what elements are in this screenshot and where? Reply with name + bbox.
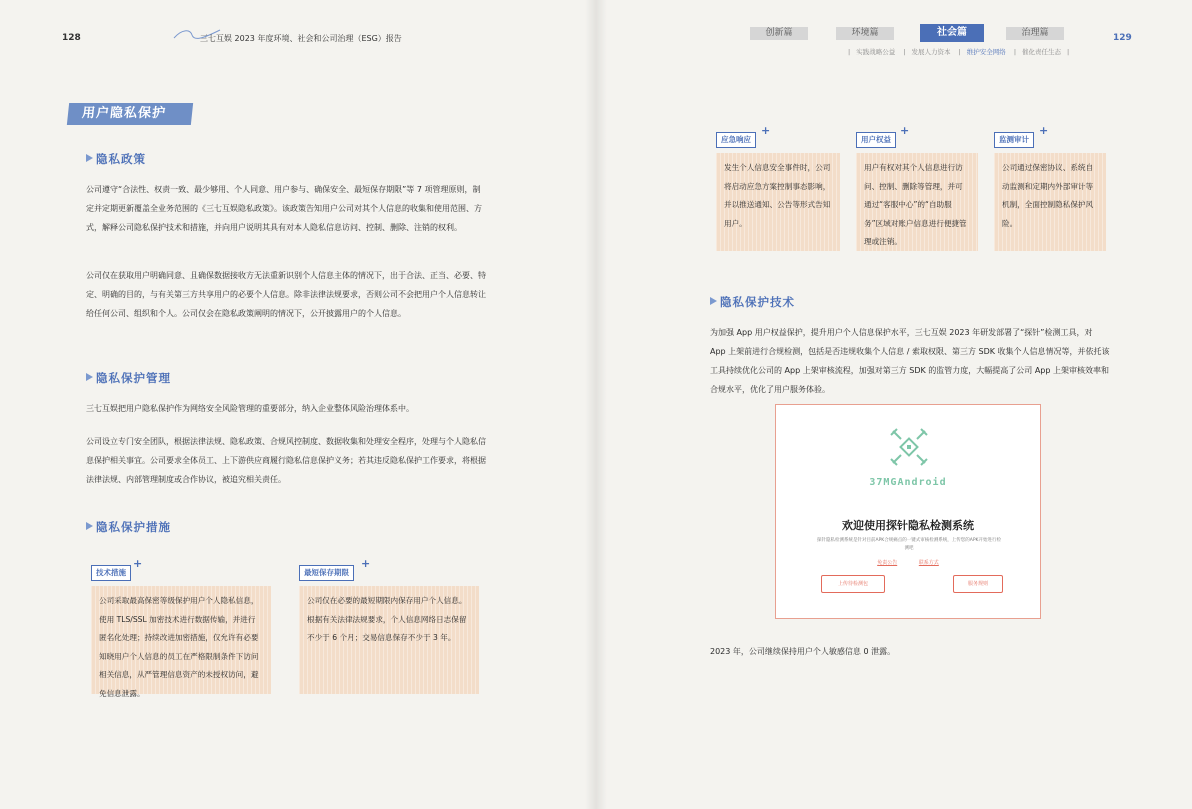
- page-spine: [585, 0, 607, 809]
- section-heading-policy: 隐私政策: [86, 151, 146, 167]
- section-heading-management: 隐私保护管理: [86, 370, 171, 386]
- management-paragraph-1: 三七互娱把用户隐私保护作为网络安全风险管理的重要部分，纳入企业整体风险治理体系中。: [86, 404, 414, 413]
- closing-statement: 2023 年，公司继续保持用户个人敏感信息 0 泄露。: [710, 647, 896, 656]
- policy-paragraph-2: 公司仅在获取用户明确同意、且确保数据接收方无法重新识别个人信息主体的情况下，出于合法、正当、必要、特定、明确的目的，与有关第三方共享用户的必要个人信息。除非法律法规要求，否则公司不会把用户个人信息转让给任何公司、组织和个人。公司仅会在隐私政策阐明的情况下，公开披露用户的个人信息。: [86, 271, 486, 318]
- contact-link[interactable]: 联系方式: [918, 560, 939, 566]
- triangle-icon: [86, 154, 93, 162]
- card-tag-audit: 监测审计: [994, 132, 1034, 148]
- chapter-tabs: [748, 24, 1068, 44]
- policy-paragraph-1: 公司遵守“合法性、权责一致、最少够用、个人同意、用户参与、确保安全、最短保存期限”等 7 项管理原则，制定并定期更新覆盖全业务范围的《三七互娱隐私政策》。该政策告知用户公司对其个人信息的收集和使用范围、方式，解释公司隐私保护技术和措施，并向用户说明其具有对本人隐私信息访问、控制、删除、注销的权利。: [86, 185, 482, 232]
- tab-environment[interactable]: 环境篇: [836, 27, 894, 40]
- welcome-title: 欢迎使用探针隐私检测系统: [842, 519, 974, 532]
- subnav-item[interactable]: 催化责任生态: [1022, 48, 1062, 56]
- card-body-user-rights: 用户有权对其个人信息进行访问、控制、删除等管理，并可通过“客服中心”的“自助服务”区域对账户信息进行便捷管理或注销。: [856, 153, 978, 251]
- plus-icon: +: [1039, 124, 1049, 137]
- management-paragraph-2: 公司设立专门安全团队，根据法律法规、隐私政策、合规风控制度、数据收集和处理安全程序，处理与个人隐私信息保护相关事宜。公司要求全体员工、上下游供应商履行隐私信息保护义务；若其违反隐私保护工作要求，将根据法律法规、内部管理制度或合作协议，被追究相关责任。: [86, 437, 486, 484]
- probe-system-screenshot: [775, 404, 1041, 619]
- tab-governance[interactable]: 治理篇: [1006, 27, 1064, 40]
- sub-navigation: | 实践战略公益 | 发展人力资本 | 维护安全网络 | 催化责任生态 |: [848, 48, 1070, 56]
- service-rules-button[interactable]: 服务规则: [953, 575, 1003, 593]
- upload-package-button[interactable]: 上传待检测包: [821, 575, 885, 593]
- left-page-number: 128: [62, 33, 81, 43]
- card-tag-retention: 最短保存期限: [299, 565, 354, 581]
- running-title: 三七互娱 2023 年度环境、社会和公司治理（ESG）报告: [200, 34, 402, 43]
- card-body-tech: 公司采取最高保密等级保护用户个人隐私信息，使用 TLS/SSL 加密技术进行数据传输，并进行匿名化处理；持续改进加密措施，仅允许有必要知晓用户个人信息的员工在严格限制条件下访问相关信息，从严管理信息资产的未授权访问，避免信息泄露。: [91, 586, 271, 694]
- card-tag-user-rights: 用户权益: [856, 132, 896, 148]
- triangle-icon: [86, 522, 93, 530]
- brand-label: 37MGAndroid: [869, 477, 947, 488]
- disclaimer-link[interactable]: 免责公告: [877, 560, 898, 566]
- footer-links: [776, 559, 1040, 566]
- card-body-emergency: 发生个人信息安全事件时，公司将启动应急方案控制事态影响，并以推送通知、公告等形式告知用户。: [716, 153, 840, 251]
- section-heading-measures: 隐私保护措施: [86, 519, 171, 535]
- page-title: 用户隐私保护: [67, 103, 193, 125]
- card-body-audit: 公司通过保密协议、系统自动监测和定期内外部审计等机制，全面控制隐私保护风险。: [994, 153, 1106, 251]
- plus-icon: +: [900, 124, 910, 137]
- tech-paragraph: 为加强 App 用户权益保护，提升用户个人信息保护水平，三七互娱 2023 年研发部署了“探针”检测工具，对 App 上架前进行合规检测，包括是否违规收集个人信息 / 索取权限、第三方 SDK 收集个人信息情况等，并依托该工具持续优化公司的 App 上架审核流程，加强对第三方 SDK 的监管力度，大幅提高了公司 App 上架审核效率和合规水平，优化了用户服务体验。: [710, 328, 1110, 394]
- plus-icon: +: [133, 557, 143, 570]
- plus-icon: +: [361, 557, 371, 570]
- system-description: 探针隐私检测系统是针对目前APK合规痛点的一键式审核检测系统，上传您的APK开始进行检测吧: [817, 538, 1001, 551]
- right-page-number: 129: [1113, 33, 1132, 43]
- subnav-item[interactable]: 发展人力资本: [911, 48, 951, 56]
- tab-innovation[interactable]: 创新篇: [750, 27, 808, 40]
- section-heading-tech: 隐私保护技术: [710, 294, 795, 310]
- subnav-item-active[interactable]: 维护安全网络: [966, 48, 1006, 56]
- subnav-item[interactable]: 实践战略公益: [856, 48, 896, 56]
- card-tag-tech: 技术措施: [91, 565, 131, 581]
- tab-society[interactable]: 社会篇: [920, 24, 984, 42]
- probe-logo-icon: [889, 427, 929, 467]
- card-tag-emergency: 应急响应: [716, 132, 756, 148]
- card-body-retention: 公司仅在必要的最短期限内保存用户个人信息。根据有关法律法规要求，个人信息网络日志保留不少于 6 个月；交易信息保存不少于 3 年。: [299, 586, 479, 694]
- triangle-icon: [86, 373, 93, 381]
- triangle-icon: [710, 297, 717, 305]
- plus-icon: +: [761, 124, 771, 137]
